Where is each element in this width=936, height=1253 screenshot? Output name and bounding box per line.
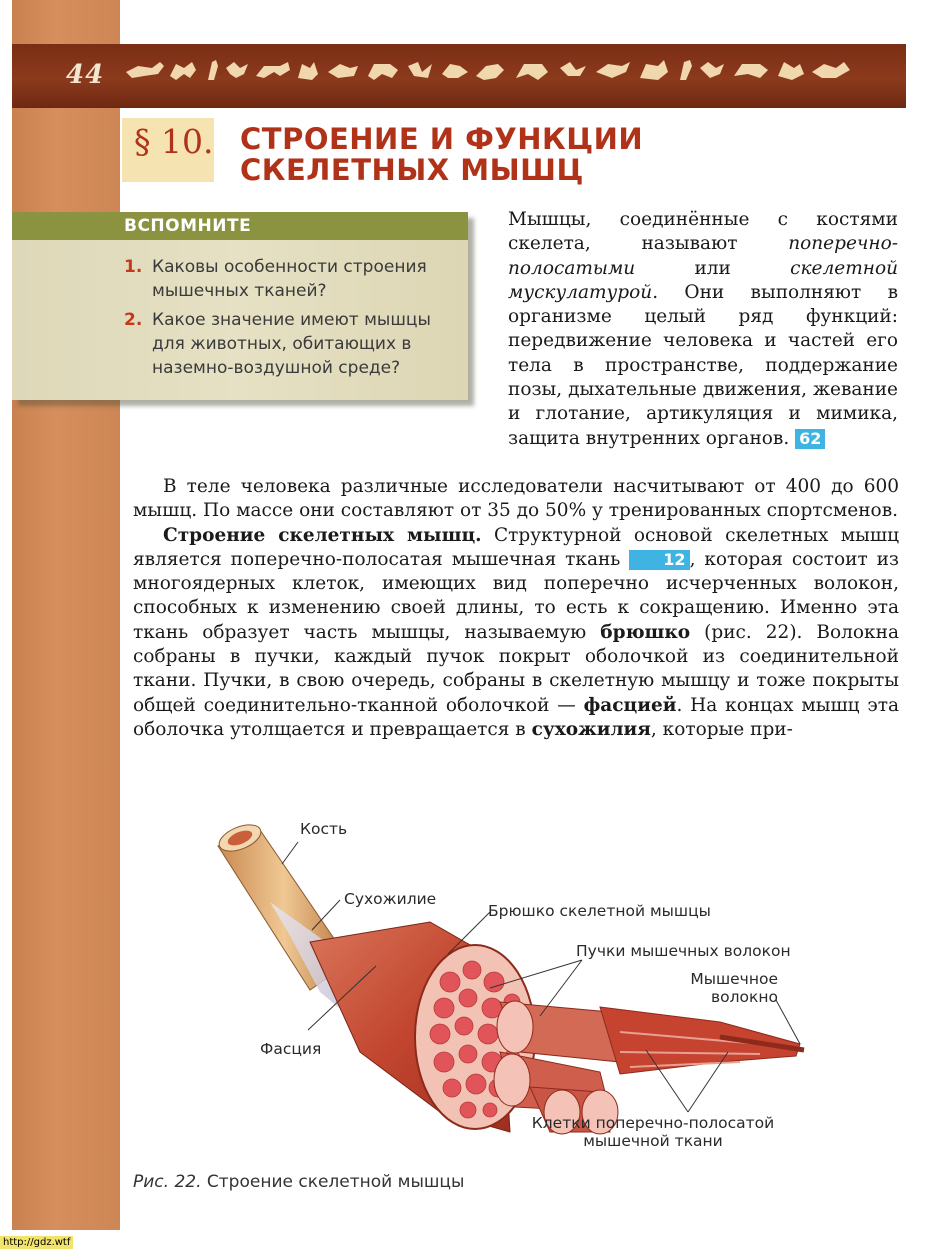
- term-bold: фасцией: [583, 694, 677, 716]
- label-fiber-line-1: Мышечное: [690, 970, 778, 988]
- text-run: , которая состоит из многоядерных клеток, имеющих вид поперечно исчерченных волокон, способных к изменению своей длины, то есть к сокращению. Именно эта ткань образует часть мышцы, называемую: [133, 548, 900, 643]
- section-number: § 10.: [134, 122, 214, 161]
- figure-muscle-structure: [200, 812, 820, 1162]
- question-number: 2.: [124, 310, 143, 330]
- reference-badge-62[interactable]: 62: [795, 429, 825, 449]
- label-cells-line-2: мышечной ткани: [583, 1132, 723, 1150]
- text-run: Мышцы, соединённые с костями скелета, называют: [508, 209, 898, 255]
- term-italic: поперечно-полосатыми: [508, 233, 898, 279]
- leader-bone: [282, 842, 298, 864]
- text-run: или: [635, 257, 791, 279]
- label-bone: Кость: [300, 820, 348, 838]
- paragraph-heading: Строение скелетных мышц.: [163, 524, 482, 546]
- animal-silhouettes-decoration: [124, 52, 864, 88]
- intro-paragraph: [508, 208, 898, 451]
- label-fiber: [682, 970, 778, 1006]
- term-bold: брюшко: [600, 621, 691, 643]
- reference-badge-12[interactable]: 12: [629, 550, 689, 570]
- title-line-2: СКЕЛЕТНЫХ МЫШЦ: [240, 153, 584, 187]
- page-number: 44: [66, 60, 105, 90]
- leader-fiber: [776, 1000, 800, 1044]
- label-cells: [520, 1114, 786, 1150]
- text-run: , которые при-: [650, 718, 793, 740]
- label-cells-line-1: Клетки поперечно-полосатой: [531, 1114, 775, 1132]
- text-run: Структурной основой скелетных мышц является поперечно-полосатая мышечная ткань: [133, 524, 899, 570]
- term-italic: скелетной мускулатурой: [508, 257, 898, 303]
- recall-title: ВСПОМНИТЕ: [124, 216, 252, 236]
- paragraph-muscle-count: В теле человека различные исследователи насчитывают от 400 до 600 мышц. По массе они составляют от 35 до 50% у тренированных спортсменов.: [133, 476, 899, 522]
- caption-prefix: Рис. 22.: [133, 1172, 202, 1192]
- recall-question-2: [124, 308, 464, 380]
- recall-box: [12, 212, 468, 400]
- title-line-1: СТРОЕНИЕ И ФУНКЦИИ: [240, 122, 644, 156]
- recall-question-1: [124, 255, 464, 303]
- label-bundles: Пучки мышечных волокон: [576, 942, 791, 960]
- recall-header: [12, 212, 468, 240]
- term-bold: сухожилия: [531, 718, 651, 740]
- figure-caption: [133, 1172, 464, 1192]
- question-text: Каковы особенности строения мышечных тканей?: [152, 257, 427, 301]
- caption-text: Строение скелетной мышцы: [201, 1172, 465, 1192]
- paragraph-structure: [133, 524, 899, 743]
- text-run: . На концах мышц эта оболочка утолщается и превращается в: [133, 694, 900, 740]
- main-text: [133, 475, 899, 742]
- page-title: [240, 124, 643, 186]
- side-strip: [12, 0, 120, 1230]
- label-belly: Брюшко скелетной мышцы: [488, 902, 711, 920]
- label-fascia: Фасция: [260, 1040, 322, 1058]
- question-text: Какое значение имеют мышцы для животных, обитающих в наземно-воздушной среде?: [152, 310, 431, 378]
- label-fiber-line-2: волокно: [711, 988, 778, 1006]
- text-run: . Они выполняют в организме целый ряд функций: передвижение человека и частей его тела в пространстве, поддержание позы, дыхательные движения, жевание и глотание, артикуляция и мимика, защита внутренних органов.: [508, 281, 898, 449]
- question-number: 1.: [124, 257, 143, 277]
- text-run: (рис. 22). Волокна собраны в пучки, каждый пучок покрыт оболочкой из соединительной ткани. Пучки, в свою очередь, собраны в скелетную мышцу и тоже покрыты общей соединительно-тканной оболочкой —: [133, 621, 899, 716]
- label-tendon: Сухожилие: [344, 890, 437, 908]
- watermark-url[interactable]: http://gdz.wtf: [0, 1236, 73, 1249]
